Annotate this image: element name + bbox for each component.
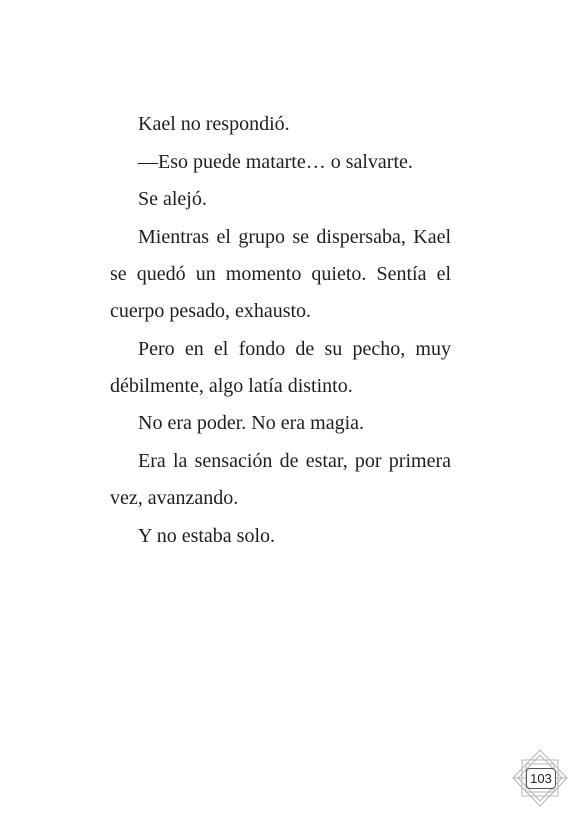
paragraph: Era la sensación de estar, por primera vez, avanzando. [110, 450, 451, 510]
paragraph: Mientras el grupo se dispersaba, Kael se quedó un momento quieto. Sentía el cuerpo pesado, exhausto. [110, 226, 451, 323]
paragraph: Pero en el fondo de su pecho, muy débilmente, algo latía distinto. [110, 337, 451, 397]
paragraph: Se alejó. [138, 188, 207, 211]
page-number: 103 [526, 768, 556, 789]
body-text [110, 106, 451, 556]
paragraph: Y no estaba solo. [138, 524, 276, 547]
paragraph: —Eso puede matarte… o salvarte. [138, 150, 413, 173]
paragraph: Kael no respondió. [138, 113, 290, 135]
paragraph: No era poder. No era magia. [138, 412, 365, 435]
page-number-badge [508, 748, 572, 808]
